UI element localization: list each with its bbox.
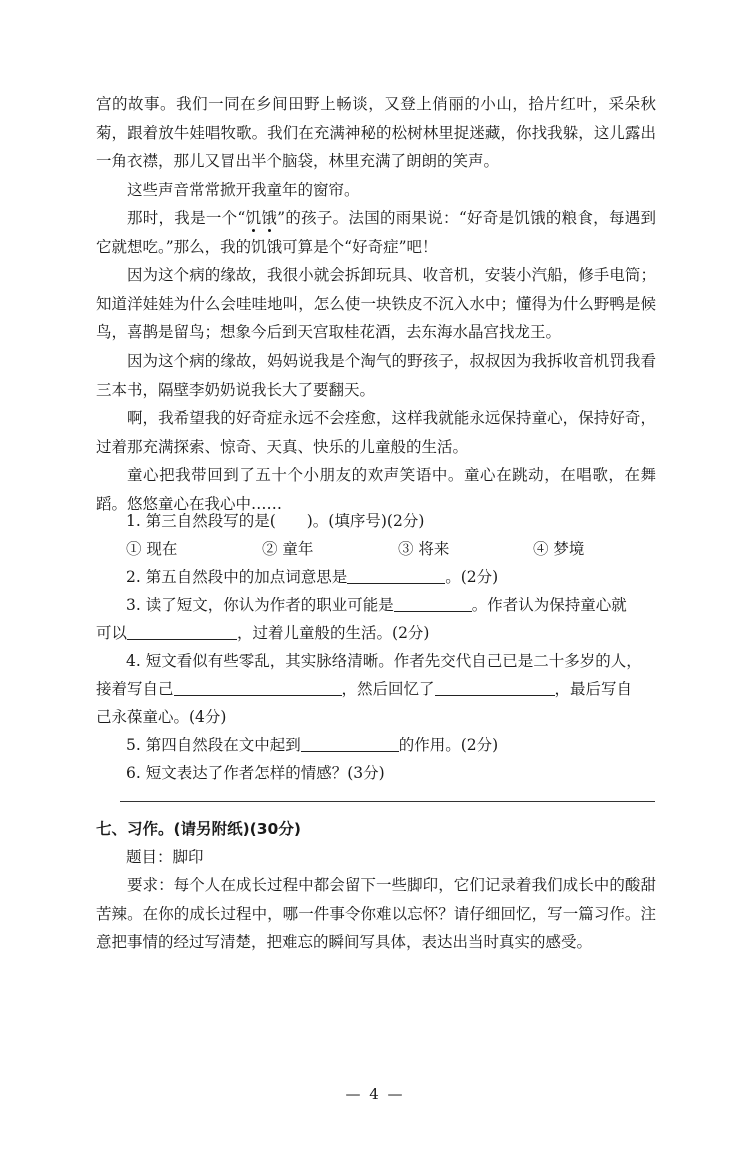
question-4-text-b: 接着写自己	[96, 680, 174, 698]
passage-paragraph-3	[96, 204, 656, 261]
paragraph-3-text-a: 那时，我是一个“	[127, 209, 246, 227]
question-3-line-2	[96, 619, 429, 648]
answer-blank-q5[interactable]	[301, 733, 399, 752]
question-5-text-b: 的作用。(2分)	[398, 736, 499, 754]
page-number: — 4 —	[345, 1085, 405, 1103]
question-4-line-1: 4. 短文看似有些零乱，其实脉络清晰。作者先交代自己已是二十多岁的人，	[126, 652, 642, 670]
passage-paragraph-4: 因为这个病的缘故，我很小就会拆卸玩具、收音机，安装小汽船，修手电筒；知道洋娃娃为什么会哇哇地叫，怎么使一块铁皮不沉入水中；懂得为什么野鸭是候鸟，喜鹊是留鸟；想象今后到天宫取桂花酒，去东海水晶宫找龙王。	[96, 266, 656, 341]
answer-blank-q3-how[interactable]	[127, 621, 237, 640]
question-3-line-1	[126, 591, 627, 620]
question-3-text-d: ，过着儿童般的生活。(2分)	[237, 624, 430, 642]
question-3-text-c: 可以	[96, 624, 128, 642]
answer-line-q6[interactable]	[120, 801, 655, 802]
essay-requirement: 要求：每个人在成长过程中都会留下一些脚印，它们记录着我们成长中的酸甜苦辣。在你的成长过程中，哪一件事令你难以忘怀？请仔细回忆，写一篇习作。注意把事情的经过写清楚，把难忘的瞬间写具体，表达出当时真实的感受。	[96, 876, 656, 951]
question-2-text-a: 2. 第五自然段中的加点词意思是	[126, 568, 348, 586]
question-1: 1. 第三自然段写的是( )。(填序号)(2分)	[126, 512, 425, 530]
section-7-title: 七、习作。(请另附纸)(30分)	[96, 820, 301, 838]
question-5	[126, 731, 498, 760]
question-2-text-b: 。(2分)	[445, 568, 499, 586]
passage-paragraph-7: 童心把我带回到了五十个小朋友的欢声笑语中。童心在跳动，在唱歌，在舞蹈。悠悠童心在我心中……	[96, 466, 656, 513]
question-4-text-d: ，最后写自	[554, 680, 633, 698]
passage-paragraph-5: 因为这个病的缘故，妈妈说我是个淘气的野孩子，叔叔因为我拆收音机罚我看三本书，隔壁李奶奶说我长大了要翻天。	[96, 352, 656, 399]
passage-paragraph-6: 啊，我希望我的好奇症永远不会痊愈，这样我就能永远保持童心，保持好奇，过着那充满探索、惊奇、天真、快乐的儿童般的生活。	[96, 409, 656, 456]
passage-paragraph-2: 这些声音常常掀开我童年的窗帘。	[127, 181, 360, 199]
question-5-text-a: 5. 第四自然段在文中起到	[126, 736, 301, 754]
passage-paragraph-1: 宫的故事。我们一同在乡间田野上畅谈，又登上俏丽的小山，拾片红叶，采朵秋菊，跟着放牛娃唱牧歌。我们在充满神秘的松树林里捉迷藏，你找我躲，这儿露出一角衣襟，那儿又冒出半个脑袋，林里充满了朗朗的笑声。	[96, 95, 656, 170]
answer-blank-q2[interactable]	[347, 565, 445, 584]
paragraph-3-text-b: ”的孩子。法国的雨果说：“好奇是饥饿的粮食，每遇到它就想吃。”那么，我的饥饿可算是个“好奇症”吧！	[96, 209, 656, 256]
question-6: 6. 短文表达了作者怎样的情感？(3分)	[126, 764, 385, 782]
answer-blank-q4-second[interactable]	[435, 677, 555, 696]
emphasis-char-2: 饿	[261, 209, 278, 227]
option-2: ② 童年	[262, 540, 314, 558]
option-3: ③ 将来	[398, 540, 450, 558]
essay-topic: 题目：脚印	[126, 848, 204, 866]
question-3-text-a: 3. 读了短文，你认为作者的职业可能是	[126, 596, 394, 614]
question-3-text-b: 。作者认为保持童心就	[471, 596, 627, 614]
answer-blank-q4-first[interactable]	[174, 677, 342, 696]
option-4: ④ 梦境	[533, 540, 585, 558]
question-4-line-3: 己永葆童心。(4分)	[96, 708, 227, 726]
question-4-line-2	[96, 675, 632, 704]
emphasis-char-1: 饥	[245, 209, 262, 227]
question-2	[126, 563, 498, 592]
answer-blank-q3-job[interactable]	[394, 593, 472, 612]
option-1: ① 现在	[126, 540, 178, 558]
question-4-text-c: ，然后回忆了	[341, 680, 435, 698]
